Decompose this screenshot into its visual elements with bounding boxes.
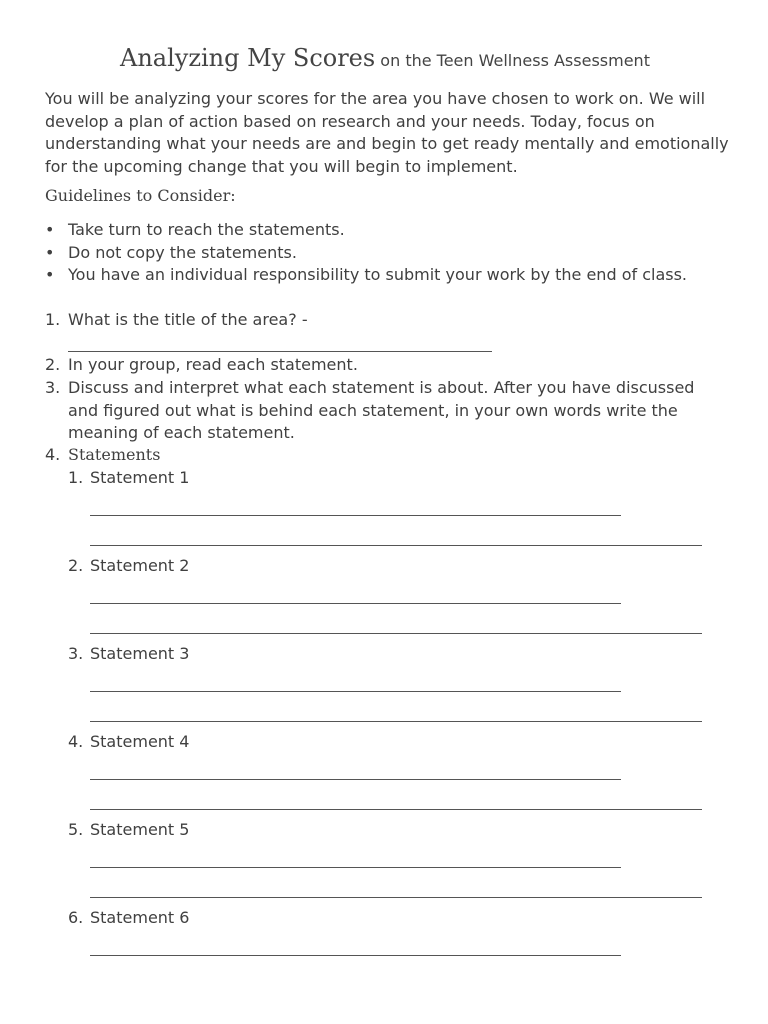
statement-label: Statement 2 bbox=[90, 556, 190, 575]
page-title bbox=[45, 44, 725, 72]
statement-item-4 bbox=[68, 731, 189, 753]
statement-label: Statement 1 bbox=[90, 468, 190, 487]
statement-number: 2. bbox=[68, 556, 84, 575]
bullet-icon: • bbox=[45, 220, 55, 239]
question-item-2 bbox=[45, 354, 735, 377]
statement-number: 3. bbox=[68, 644, 84, 663]
statement-label: Statement 3 bbox=[90, 644, 190, 663]
question-item-4 bbox=[45, 444, 735, 467]
statement-item-2 bbox=[68, 555, 189, 577]
title-sub: on the Teen Wellness Assessment bbox=[380, 51, 650, 70]
statement-answer-line[interactable] bbox=[90, 633, 702, 634]
statement-item-5 bbox=[68, 819, 189, 841]
statement-number: 4. bbox=[68, 732, 84, 751]
question-number: 3. bbox=[45, 378, 61, 397]
question-number: 2. bbox=[45, 355, 61, 374]
statement-label: Statement 4 bbox=[90, 732, 190, 751]
statement-answer-line[interactable] bbox=[90, 721, 702, 722]
statement-answer-line[interactable] bbox=[90, 955, 621, 956]
question-item-3 bbox=[45, 377, 735, 445]
statement-answer-line[interactable] bbox=[90, 867, 621, 868]
question-text: Statements bbox=[68, 445, 161, 464]
guideline-item: • You have an individual responsibility to submit your work by the end of class. bbox=[45, 264, 687, 287]
statement-number: 5. bbox=[68, 820, 84, 839]
statement-label: Statement 5 bbox=[90, 820, 190, 839]
guideline-item: • Do not copy the statements. bbox=[45, 242, 687, 265]
statement-answer-line[interactable] bbox=[90, 545, 702, 546]
statement-answer-line[interactable] bbox=[90, 779, 621, 780]
statement-answer-line[interactable] bbox=[90, 691, 621, 692]
guidelines-list bbox=[45, 219, 687, 287]
question-text: What is the title of the area? - bbox=[68, 310, 308, 329]
question-text: Discuss and interpret what each statement is about. After you have discussed and figured out what is behind each statement, in your own words write the meaning of each statement. bbox=[68, 378, 695, 442]
guideline-item: • Take turn to reach the statements. bbox=[45, 219, 687, 242]
area-title-answer-line[interactable] bbox=[68, 351, 492, 352]
statement-label: Statement 6 bbox=[90, 908, 190, 927]
statement-item-6 bbox=[68, 907, 189, 929]
question-text: In your group, read each statement. bbox=[68, 355, 358, 374]
statement-item-3 bbox=[68, 643, 189, 665]
question-number: 4. bbox=[45, 445, 61, 464]
title-main: Analyzing My Scores bbox=[120, 44, 376, 72]
statement-answer-line[interactable] bbox=[90, 897, 702, 898]
statement-answer-line[interactable] bbox=[90, 809, 702, 810]
statement-number: 6. bbox=[68, 908, 84, 927]
statement-number: 1. bbox=[68, 468, 84, 487]
question-number: 1. bbox=[45, 310, 61, 329]
guidelines-heading: Guidelines to Consider: bbox=[45, 186, 236, 205]
statement-item-1 bbox=[68, 467, 189, 489]
intro-paragraph: You will be analyzing your scores for the area you have chosen to work on. We will develop a plan of action based on research and your needs. Today, focus on understanding what your needs are and begin to get ready mentally and emotionally for the upcoming change that you will begin to implement. bbox=[45, 89, 729, 176]
statement-answer-line[interactable] bbox=[90, 515, 621, 516]
statement-answer-line[interactable] bbox=[90, 603, 621, 604]
question-item-1 bbox=[45, 309, 735, 332]
bullet-icon: • bbox=[45, 265, 55, 285]
bullet-icon: • bbox=[45, 242, 55, 262]
